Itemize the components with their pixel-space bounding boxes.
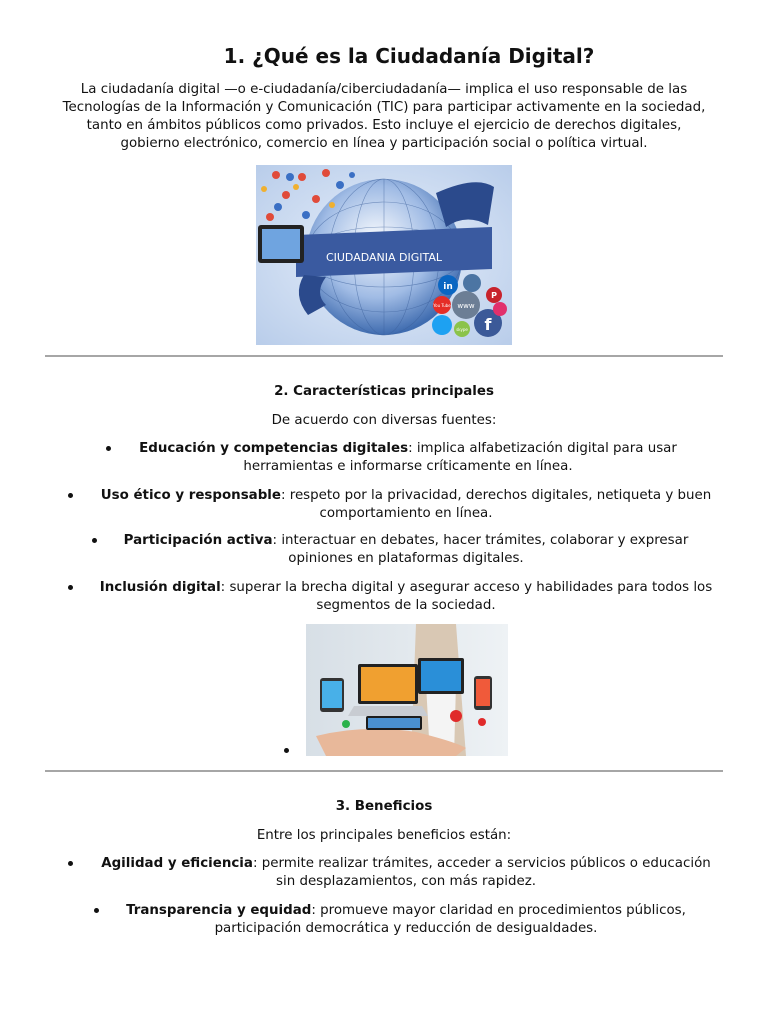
bullet-term: Participación activa	[123, 533, 273, 548]
section-heading-caracteristicas: 2. Características principales	[274, 384, 494, 399]
bullet-text: : promueve mayor claridad en procedimientos públicos,	[311, 903, 686, 918]
section-intro: Entre los principales beneficios están:	[256, 828, 512, 843]
bullet-term: Educación y competencias digitales	[139, 441, 409, 456]
page-title: 1. ¿Qué es la Ciudadanía Digital?	[223, 44, 595, 68]
devices-hands-image	[306, 624, 508, 756]
section-intro: De acuerdo con diversas fuentes:	[271, 413, 497, 428]
facebook-icon: f	[484, 315, 492, 334]
bullet-text: sin desplazamientos, con más rapidez.	[276, 874, 536, 889]
section-heading-beneficios: 3. Beneficios	[335, 799, 433, 814]
bullet-dot	[106, 446, 111, 451]
bullet-text: participación democrática y reducción de desigualdades.	[214, 921, 598, 936]
bullet-term: Uso ético y responsable	[100, 488, 281, 503]
list-item	[80, 487, 732, 523]
devices-illustration	[306, 624, 508, 756]
section-divider	[45, 355, 723, 357]
youtube-icon: You Tube	[433, 303, 451, 308]
list-item	[120, 440, 696, 476]
bullet-text: : interactuar en debates, hacer trámites, colaborar y expresar	[272, 533, 689, 548]
bullet-text: opiniones en plataformas digitales.	[288, 551, 524, 566]
bullet-text: segmentos de la sociedad.	[316, 598, 496, 613]
bullet-dot	[94, 908, 99, 913]
www-icon: www	[457, 302, 475, 310]
bullet-text: : implica alfabetización digital para usar	[408, 441, 677, 456]
intro-paragraph	[40, 81, 728, 153]
twitter-icon	[432, 315, 452, 335]
intro-line: tanto en ámbitos públicos como privados. Esto incluye el ejercicio de derechos digitales,	[86, 118, 682, 133]
globe-illustration	[256, 165, 512, 345]
bullet-dot	[92, 538, 97, 543]
bullet-text: : superar la brecha digital y asegurar acceso y habilidades para todos los	[220, 580, 713, 595]
banner-text: CIUDADANIA DIGITAL	[325, 251, 443, 264]
list-item	[80, 855, 732, 891]
intro-line: Tecnologías de la Información y Comunicación (TIC) para participar activamente en la sociedad,	[62, 100, 706, 115]
bullet-dot	[68, 861, 73, 866]
bullet-dot	[68, 585, 73, 590]
intro-line: La ciudadanía digital —o e-ciudadanía/ciberciudadanía— implica el uso responsable de las	[80, 82, 688, 97]
linkedin-icon: in	[443, 282, 453, 292]
list-item	[80, 579, 732, 615]
bullet-text: : respeto por la privacidad, derechos digitales, netiqueta y buen	[280, 488, 712, 503]
bullet-dot	[68, 493, 73, 498]
ciudadania-digital-image	[256, 165, 512, 345]
intro-line: gobierno electrónico, comercio en línea y participación social o política virtual.	[120, 136, 648, 151]
bullet-dot	[284, 748, 289, 753]
bullet-term: Agilidad y eficiencia	[101, 856, 253, 871]
bullet-term: Inclusión digital	[99, 580, 221, 595]
section-divider	[45, 770, 723, 772]
skype-icon: skype	[456, 327, 468, 332]
pinterest-icon: P	[491, 291, 497, 300]
bullet-term: Transparencia y equidad	[126, 903, 312, 918]
bullet-text: comportamiento en línea.	[319, 506, 493, 521]
list-item	[104, 902, 708, 938]
list-item	[104, 532, 708, 568]
bullet-text: herramientas e informarse críticamente en línea.	[243, 459, 573, 474]
bullet-text: : permite realizar trámites, acceder a servicios públicos o educación	[252, 856, 711, 871]
